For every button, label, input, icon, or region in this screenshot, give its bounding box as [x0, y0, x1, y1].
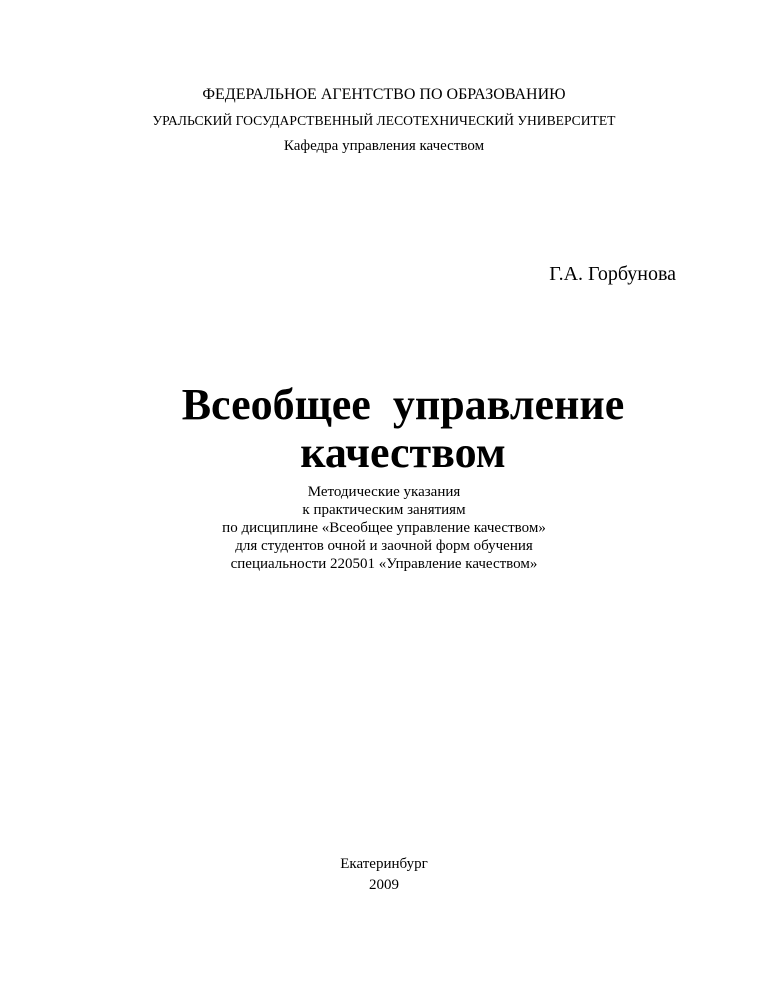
- document-subtitle: [0, 483, 768, 573]
- university-name: УРАЛЬСКИЙ ГОСУДАРСТВЕННЫЙ ЛЕСОТЕХНИЧЕСКИЙ УНИВЕРСИТЕТ: [152, 113, 616, 128]
- title-line-2: качеством: [300, 428, 506, 477]
- department-name: Кафедра управления качеством: [283, 138, 485, 154]
- subtitle-line-4: для студентов очной и заочной форм обучения: [235, 538, 533, 554]
- subtitle-line-1: Методические указания: [307, 484, 461, 500]
- agency-name: ФЕДЕРАЛЬНОЕ АГЕНТСТВО ПО ОБРАЗОВАНИЮ: [202, 86, 566, 103]
- author-name: Г.А. Горбунова: [549, 263, 676, 285]
- subtitle-line-2: к практическим занятиям: [302, 502, 466, 518]
- publication-year: 2009: [369, 877, 399, 893]
- publication-city: Екатеринбург: [340, 856, 428, 872]
- subtitle-line-5: специальности 220501 «Управление качеством»: [230, 556, 538, 572]
- subtitle-line-3: по дисциплине «Всеобщее управление качеством»: [222, 520, 546, 536]
- title-line-1: Всеобщее управление: [181, 380, 625, 429]
- document-title: [0, 381, 768, 477]
